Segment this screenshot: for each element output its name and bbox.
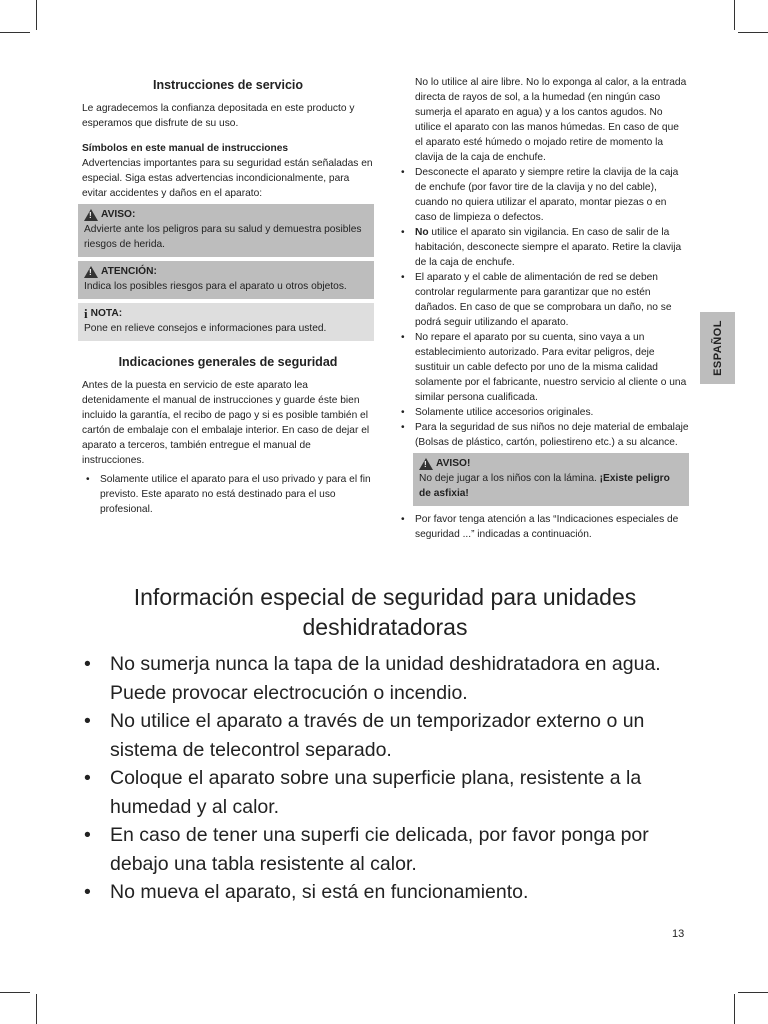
continued-text: No lo utilice al aire libre. No lo exponga al calor, a la entrada directa de rayos de sol, a la humedad (en ningún caso sumerja el aparato en agua) y a los cantos agudos. No utilice el aparato con las manos húmedas. En caso de que el aparato esté húmedo o mojado retire de momento la clavija de la caja de enchufe. <box>415 77 687 163</box>
aviso-text: Advierte ante los peligros para su salud y demuestra posibles riesgos de herida. <box>84 224 362 250</box>
list-item: • No sumerja nunca la tapa de la unidad deshidratadora en agua. Puede provocar electrocución o incendio. <box>82 650 702 707</box>
info-icon: i <box>84 306 88 321</box>
aviso-text-plain: No deje jugar a los niños con la lámina. <box>419 473 600 484</box>
crop-mark <box>734 994 735 1024</box>
crop-mark <box>738 32 768 33</box>
bullet-list <box>397 512 689 542</box>
aviso-text-bold: ¡Existe peligro de asfixia! <box>419 473 670 499</box>
list-item: • Para la seguridad de sus niños no deje material de embalaje (Bolsas de plástico, cartón, poliestireno etc.) a su alcance. <box>397 420 689 450</box>
bullet-list <box>82 472 374 517</box>
aviso-box <box>413 453 689 506</box>
bold-text: No <box>415 227 429 238</box>
symbols-text: Advertencias importantes para su seguridad están señaladas en especial. Siga estas advertencias incondicionalmente, para evitar accidentes y daños en el aparato: <box>82 158 373 199</box>
list-item: • No utilice el aparato a través de un temporizador externo o un sistema de telecontrol separado. <box>82 707 702 764</box>
list-item: • Por favor tenga atención a las “Indicaciones especiales de seguridad ...” indicadas a continuación. <box>397 512 689 542</box>
bullet-list <box>397 165 689 450</box>
special-list <box>82 650 702 907</box>
list-item: • Solamente utilice accesorios originales. <box>397 405 689 420</box>
nota-box <box>78 303 374 341</box>
section-title: Instrucciones de servicio <box>152 78 304 92</box>
intro-text: Le agradecemos la confianza depositada en este producto y esperamos que disfrute de su uso. <box>82 103 355 129</box>
crop-mark <box>36 0 37 30</box>
list-item: • En caso de tener una superfi cie delicada, por favor ponga por debajo una tabla resistente al calor. <box>82 821 702 878</box>
language-tab-label: ESPAÑOL <box>711 320 724 376</box>
aviso-box <box>78 204 374 257</box>
aviso-label: AVISO! <box>436 458 471 469</box>
list-item <box>397 225 689 270</box>
atencion-label: ATENCIÓN: <box>101 266 157 277</box>
crop-mark <box>0 992 30 993</box>
atencion-text: Indica los posibles riesgos para el aparato u otros objetos. <box>84 281 347 292</box>
section-title: Indicaciones generales de seguridad <box>118 355 338 369</box>
list-item: • El aparato y el cable de alimentación de red se deben controlar regularmente para garantizar que no estén dañados. En caso de que se comprobara un daño, no se podrá seguir utilizando el aparato. <box>397 270 689 330</box>
list-item: • No repare el aparato por su cuenta, sino vaya a un establecimiento autorizado. Para evitar peligros, deje sustituir un cable defecto por uno de la misma calidad solamente por el fabricante, nuestro servicio al cliente o una similar persona cualificada. <box>397 330 689 405</box>
crop-mark <box>734 0 735 30</box>
list-item-text: utilice el aparato sin vigilancia. En caso de salir de la habitación, desconecte siempre el aparato. Retire la clavija de la caja de enchufe. <box>415 227 682 268</box>
language-tab <box>700 312 735 384</box>
symbols-heading: Símbolos en este manual de instrucciones <box>82 143 289 154</box>
warning-icon <box>84 209 98 221</box>
general-text: Antes de la puesta en servicio de este aparato lea detenidamente el manual de instrucciones y guarde éste bien incluido la garantía, el recibo de pago y si es posible también el cartón de embalaje con el embalaje interior. En caso de dejar el aparato a terceros, también entregue el manual de instrucciones. <box>82 380 370 466</box>
list-item: • Solamente utilice el aparato para el uso privado y para el fin previsto. Este aparato no está destinado para el uso profesional. <box>82 472 374 517</box>
special-title: Información especial de seguridad para unidades deshidratadoras <box>133 584 637 640</box>
atencion-box <box>78 261 374 299</box>
nota-label: NOTA: <box>90 308 123 319</box>
crop-mark <box>738 992 768 993</box>
page-number: 13 <box>672 928 685 940</box>
aviso-text <box>419 471 683 501</box>
warning-icon <box>84 266 98 278</box>
aviso-label: AVISO: <box>101 209 136 220</box>
crop-mark <box>36 994 37 1024</box>
right-column <box>397 75 689 542</box>
list-item: • No mueva el aparato, si está en funcionamiento. <box>82 878 702 907</box>
left-column <box>82 78 374 517</box>
list-item: • Desconecte el aparato y siempre retire la clavija de la caja de enchufe (por favor tire de la clavija y no del cable), cuando no quiera utilizar el aparato, montar piezas o en caso de limpieza o defectos. <box>397 165 689 225</box>
list-item: • Coloque el aparato sobre una superficie plana, resistente a la humedad y al calor. <box>82 764 702 821</box>
warning-icon <box>419 458 433 470</box>
crop-mark <box>0 32 30 33</box>
nota-text: Pone en relieve consejos e informaciones para usted. <box>84 323 327 334</box>
